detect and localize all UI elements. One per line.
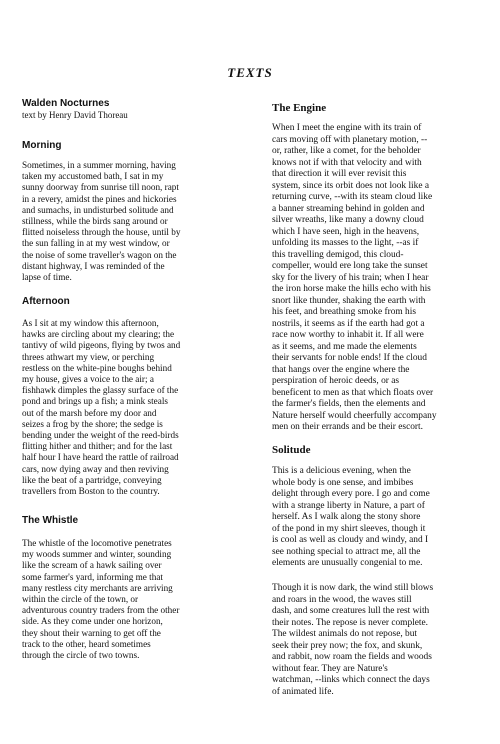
- text-line: a banner streaming behind in golden and: [272, 203, 425, 214]
- solitude-text-1: [272, 466, 482, 570]
- text-line: herself. As I walk along the stony shore: [272, 512, 421, 522]
- engine-text: [272, 123, 482, 434]
- text-line: his feet, and breathing smoke from his: [272, 307, 416, 317]
- section-whistle: [22, 515, 254, 526]
- text-line: tantivy of wild pigeons, flying by twos and: [22, 340, 181, 351]
- text-line: seek their prey now; the fox, and skunk,: [272, 640, 423, 651]
- text-line: taken my accustomed bath, I sat in my: [22, 171, 164, 182]
- text-line: The wildest animals do not repose, but: [272, 629, 418, 639]
- section-heading: Morning: [22, 140, 62, 151]
- text-line: is cool as well as cloudy and windy, and I: [272, 535, 429, 545]
- section-heading: The Engine: [272, 102, 327, 114]
- text-line: returning curve, --with its steam cloud like: [272, 192, 433, 202]
- piece-header: [22, 98, 254, 120]
- solitude-text-2: [272, 583, 482, 698]
- text-line: the sun falling in at my west window, or: [22, 238, 170, 249]
- afternoon-text: [22, 318, 254, 497]
- text-line: This is a delicious evening, when the: [272, 466, 411, 476]
- page-title: TEXTS: [227, 65, 273, 80]
- text-line: the noise of some traveller's wagon on the: [22, 249, 177, 260]
- text-line: my woods summer and winter, sounding: [22, 549, 172, 560]
- text-line: which I have seen, high in the heavens,: [272, 226, 420, 237]
- text-line: watchman, --links which connect the days: [272, 675, 430, 685]
- text-line: some farmer's yard, informing me that: [22, 571, 163, 582]
- section-solitude: [272, 444, 482, 456]
- text-line: race now worthy to inhabit it. If all were: [272, 330, 424, 340]
- piece-byline: text by Henry David Thoreau: [22, 110, 128, 120]
- text-line: As I sit at my window this afternoon,: [22, 318, 159, 328]
- text-line: fishhawk dimples the glassy surface of the: [22, 385, 179, 396]
- text-line: like the beat of a partridge, conveying: [22, 474, 162, 485]
- text-line: Sometimes, in a summer morning, having: [22, 160, 176, 170]
- text-line: this travelling demigod, this cloud-: [272, 249, 404, 260]
- text-line: sunny doorway from sunrise till noon, rapt: [22, 182, 179, 193]
- text-line: threes athwart my view, or perching: [22, 351, 155, 362]
- text-line: side. As they come under one horizon,: [22, 616, 163, 627]
- text-line: without fear. They are Nature's: [272, 663, 388, 674]
- text-line: perspiration of heroic deeds, or as: [272, 376, 400, 386]
- text-line: track to the other, heard sometimes: [22, 638, 151, 649]
- text-line: restless on the white-pine boughs behind: [22, 362, 172, 373]
- text-line: and sumachs, in undisturbed solitude and: [22, 204, 174, 215]
- section-morning: [22, 140, 254, 151]
- text-line: beneficent to men as that which floats over: [272, 387, 434, 398]
- whistle-text: [22, 538, 254, 661]
- text-line: many restless city merchants are arriving: [22, 582, 173, 593]
- section-heading: The Whistle: [22, 515, 79, 526]
- text-line: system, since its orbit does not look like a: [272, 180, 430, 191]
- text-line: of the pond in my shirt sleeves, though it: [272, 523, 426, 534]
- text-line: they shout their warning to get off the: [22, 627, 161, 638]
- text-line: sky for the livery of his train; when I hear: [272, 272, 429, 283]
- text-line: stillness, while the birds sang around or: [22, 216, 168, 227]
- text-line: with a strange liberty in Nature, a part of: [272, 500, 425, 511]
- text-line: and rabbit, now roam the fields and woods: [272, 652, 432, 662]
- text-line: dash, and some creatures lull the rest with: [272, 606, 430, 616]
- text-line: snort like thunder, shaking the earth with: [272, 295, 426, 306]
- text-line: hawks are circling about my clearing; the: [22, 329, 175, 340]
- text-line: lapse of time.: [22, 272, 72, 283]
- section-heading: Afternoon: [22, 296, 70, 307]
- section-heading: Solitude: [272, 444, 311, 456]
- text-line: men on their errands and be their escort.: [272, 422, 423, 432]
- text-line: flitted noiseless through the house, until by: [22, 227, 181, 238]
- text-line: travellers from Boston to the country.: [22, 486, 160, 497]
- morning-text: [22, 160, 254, 283]
- text-line: out of the marsh before my door and: [22, 407, 157, 418]
- text-line: the farmer's fields, then the elements and: [272, 399, 426, 409]
- text-line: my house, gives a voice to the air; a: [22, 374, 154, 385]
- text-line: nostrils, it seems as if the earth had got a: [272, 318, 425, 329]
- text-line: seizes a frog by the shore; the sedge is: [22, 418, 163, 429]
- text-line: or, rather, like a comet, for the beholder: [272, 146, 421, 156]
- text-line: as it seems, and me made the elements: [272, 341, 417, 352]
- text-line: silver wreaths, like many a downy cloud: [272, 215, 424, 225]
- text-line: The whistle of the locomotive penetrates: [22, 538, 172, 548]
- text-line: within the circle of the town, or: [22, 594, 139, 605]
- text-line: half hour I have heard the rattle of railroad: [22, 452, 179, 463]
- text-line: of animated life.: [272, 686, 334, 697]
- text-line: the iron horse make the hills echo with his: [272, 284, 431, 294]
- section-engine: [272, 102, 482, 114]
- text-line: When I meet the engine with its train of: [272, 123, 422, 133]
- text-line: cars moving off with planetary motion, --: [272, 134, 428, 145]
- text-line: unfolding its masses to the light, --as if: [272, 238, 419, 248]
- text-line: Nature herself would cheerfully accompany: [272, 410, 437, 421]
- text-line: their notes. The repose is never complete.: [272, 617, 429, 628]
- text-line: distant highway, I was reminded of the: [22, 260, 165, 271]
- text-line: through the circle of two towns.: [22, 650, 140, 661]
- text-line: see nothing special to attract me, all the: [272, 546, 421, 557]
- text-line: bending under the weight of the reed-birds: [22, 430, 179, 441]
- text-line: cars, now dying away and then reviving: [22, 463, 169, 474]
- section-afternoon: [22, 296, 254, 307]
- text-line: adventurous country traders from the other: [22, 605, 180, 616]
- text-line: elements are unusually congenial to me.: [272, 558, 423, 568]
- piece-title: Walden Nocturnes: [22, 98, 110, 109]
- text-line: that direction it will ever revisit this: [272, 169, 407, 179]
- text-line: Though it is now dark, the wind still blows: [272, 583, 434, 593]
- text-line: flitting hither and thither; and for the last: [22, 441, 173, 452]
- text-line: like the scream of a hawk sailing over: [22, 560, 162, 571]
- text-line: and roars in the wood, the waves still: [272, 594, 412, 605]
- text-line: delight through every pore. I go and come: [272, 489, 430, 499]
- text-line: knows not if with that velocity and with: [272, 157, 422, 168]
- text-line: whole body is one sense, and imbibes: [272, 477, 414, 488]
- text-line: compeller, would ere long take the sunset: [272, 261, 428, 271]
- text-line: that hangs over the engine where the: [272, 364, 410, 375]
- text-line: their servants for noble ends! If the cloud: [272, 353, 427, 363]
- text-line: in a revery, amidst the pines and hickories: [22, 193, 177, 204]
- text-line: pond and brings up a fish; a mink steals: [22, 396, 168, 407]
